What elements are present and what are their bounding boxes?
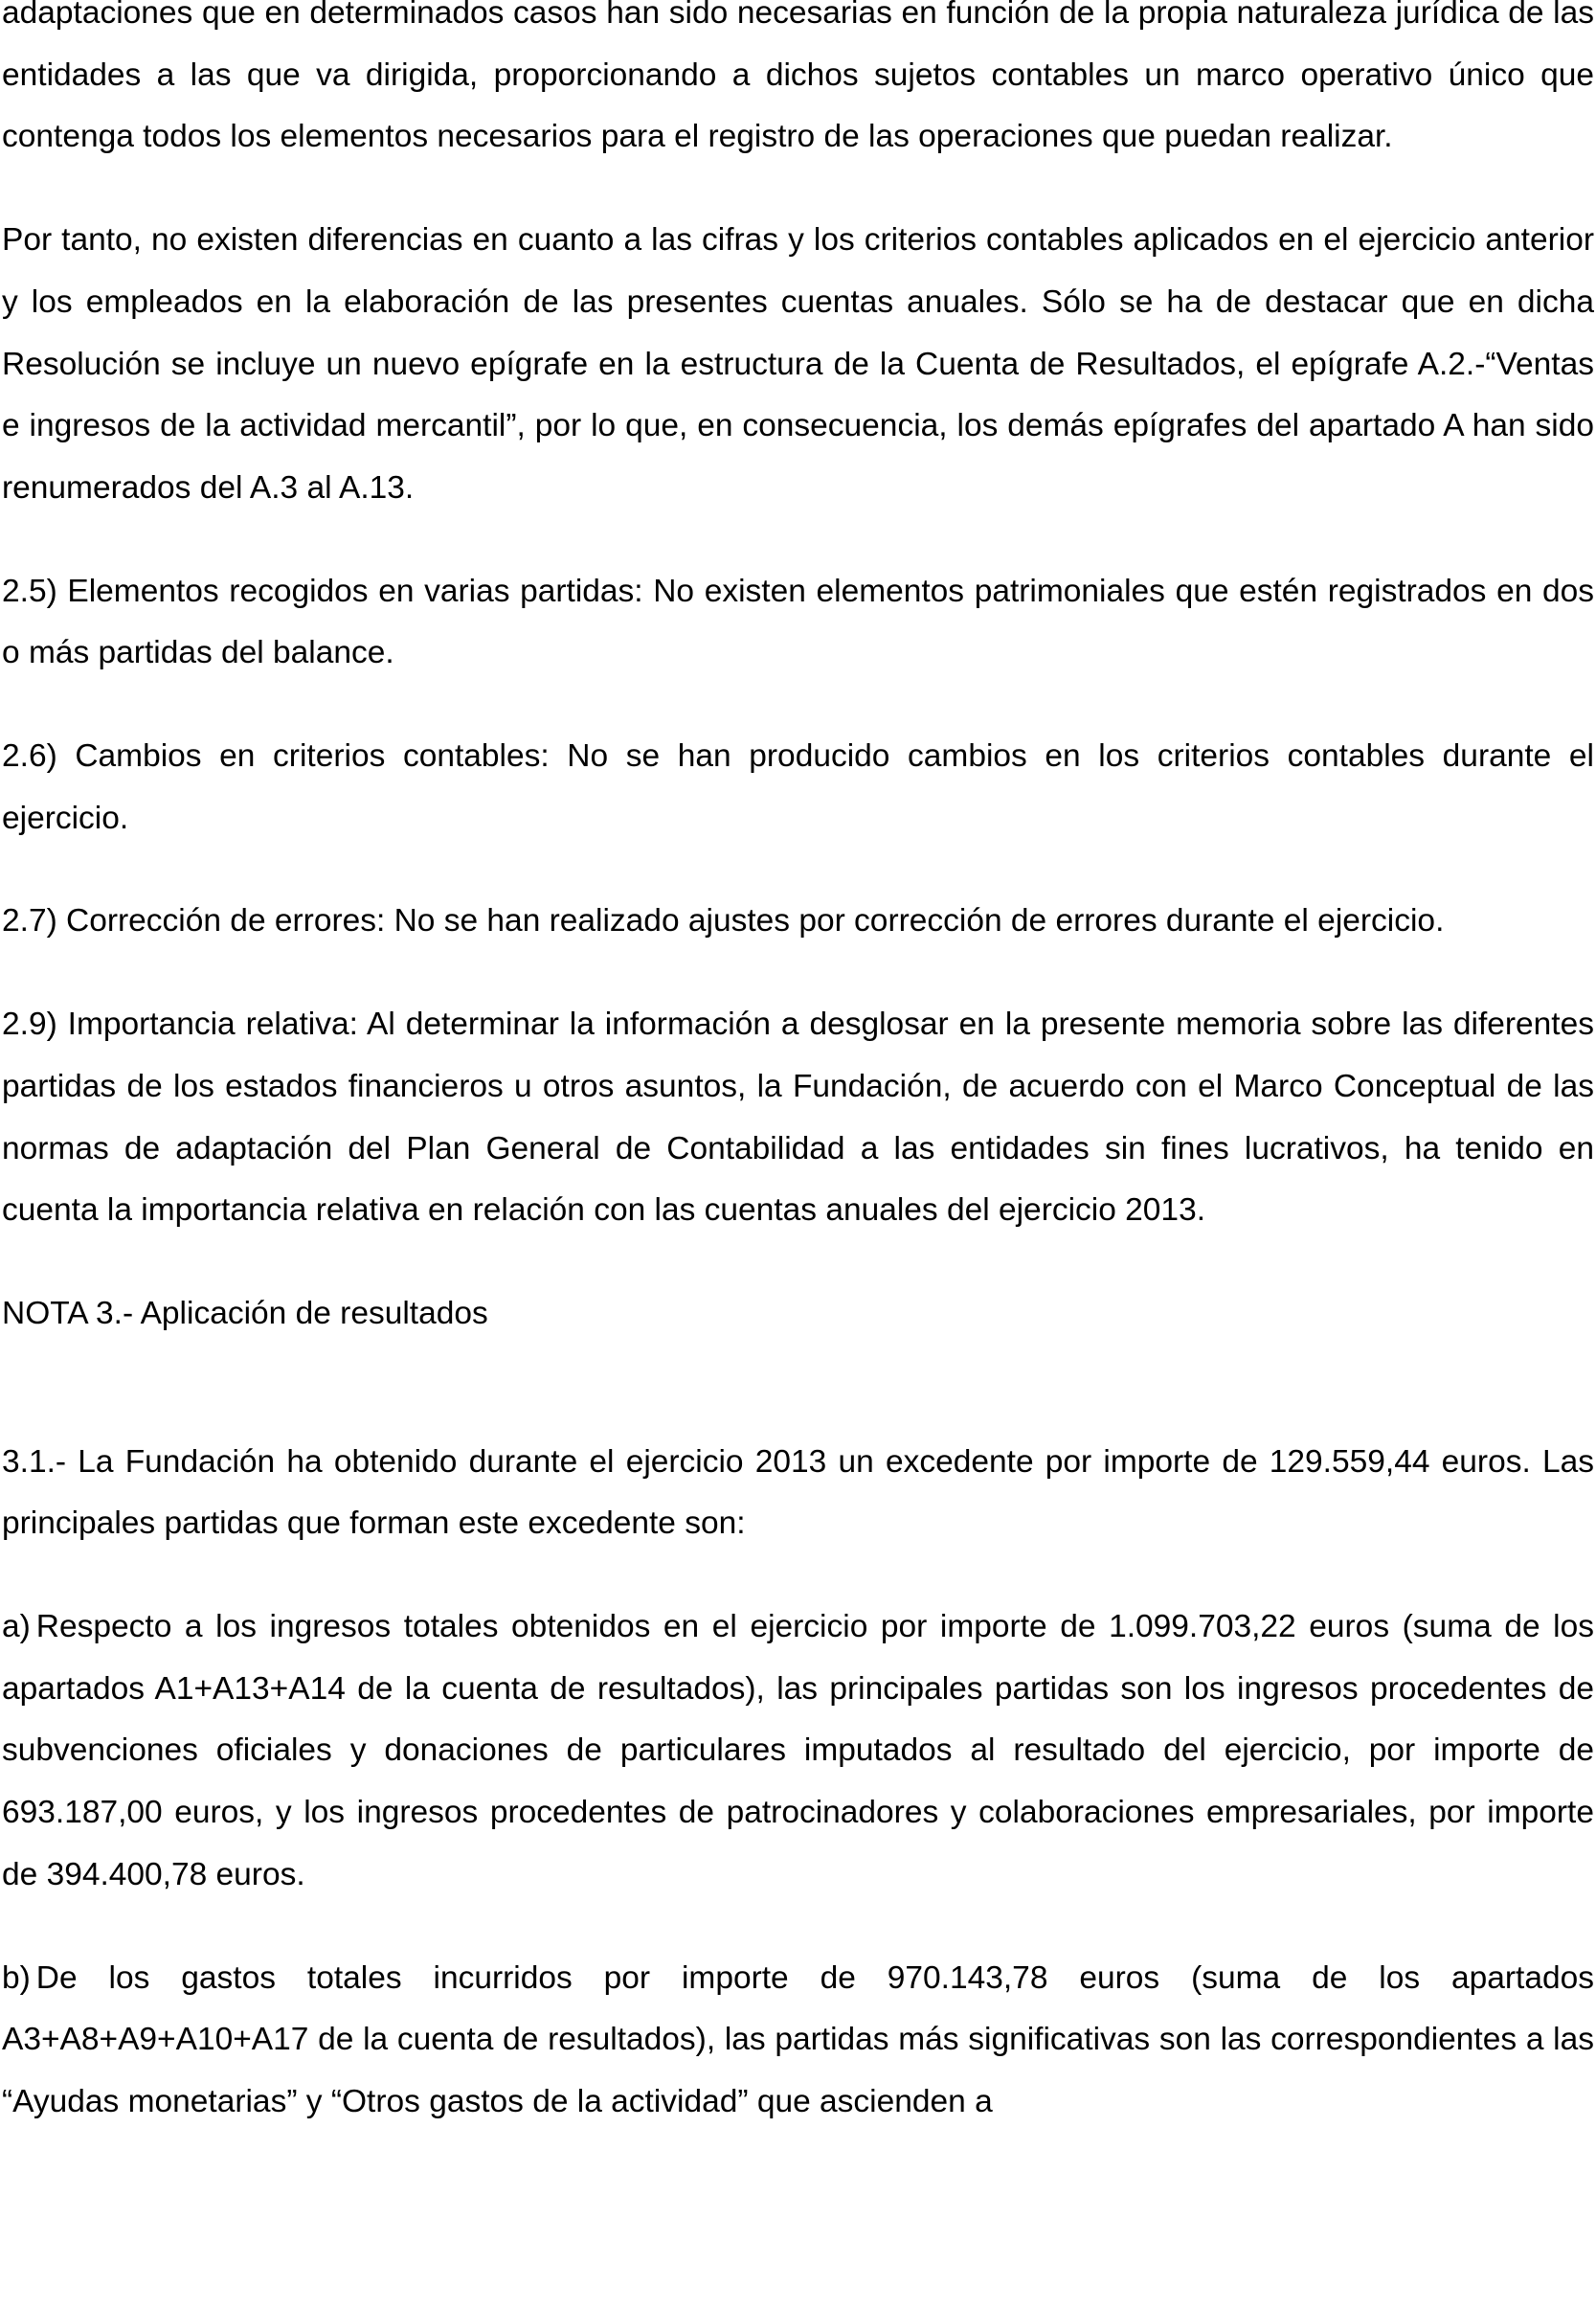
paragraph-section-3-1: 3.1.- La Fundación ha obtenido durante el ejercicio 2013 un excedente por importe de 129.559,44 euros. Las principales partidas que forman este excedente son: [2,1443,1594,1542]
paragraph-section-2-6: 2.6) Cambios en criterios contables: No se han producido cambios en los criterios contables durante el ejercicio. [2,738,1594,836]
list-item-a [2,1596,1594,1907]
paragraph-section-2-9: 2.9) Importancia relativa: Al determinar la información a desglosar en la presente memoria sobre las diferentes partidas de los estados financieros u otros asuntos, la Fundación, de acuerdo con el Marco Conceptual de las normas de adaptación del Plan General de Contabilidad a las entidades sin fines lucrativos, ha tenido en cuenta la importancia relativa en relación con las cuentas anuales del ejercicio 2013. [2,1007,1594,1229]
list-item-text: Respecto a los ingresos totales obtenidos en el ejercicio por importe de 1.099.703,22 euros (suma de los apartados A1+A13+A14 de la cuenta de resultados), las principales partidas son los ingresos procedentes de subvenciones oficiales y donaciones de particulares imputados al resultado del ejercicio, por importe de 693.187,00 euros, y los ingresos procedentes de patrocinadores y colaboraciones empresariales, por importe de 394.400,78 euros. [2,1609,1594,1892]
list-item-b [2,1948,1594,2134]
paragraph-intro-continuation: adaptaciones que en determinados casos han sido necesarias en función de la propia naturaleza jurídica de las entidades a las que va dirigida, proporcionando a dichos sujetos contables un marco operativo único que contenga todos los elementos necesarios para el registro de las operaciones que puedan realizar. [2,0,1594,155]
list-item-text: De los gastos totales incurridos por importe de 970.143,78 euros (suma de los apartados A3+A8+A9+A10+A17 de la cuenta de resultados), las partidas más significativas son las correspondientes a las “Ayudas monetarias” y “Otros gastos de la actividad” que ascienden a [2,1959,1594,2119]
list-marker: b) [2,1959,31,1996]
paragraph-section-2-5: 2.5) Elementos recogidos en varias partidas: No existen elementos patrimoniales que estén registrados en dos o más partidas del balance. [2,573,1594,671]
paragraph-criteria: Por tanto, no existen diferencias en cuanto a las cifras y los criterios contables aplicados en el ejercicio anterior y los empleados en la elaboración de las presentes cuentas anuales. Sólo se ha de destacar que en dicha Resolución se incluye un nuevo epígrafe en la estructura de la Cuenta de Resultados, el epígrafe A.2.-“Ventas e ingresos de la actividad mercantil”, por lo que, en consecuencia, los demás epígrafes del apartado A han sido renumerados del A.3 al A.13. [2,222,1594,506]
paragraph-section-2-7: 2.7) Corrección de errores: No se han realizado ajustes por corrección de errores durante el ejercicio. [2,903,1445,939]
document-page [2,0,1594,2175]
list-marker: a) [2,1609,31,1645]
section-heading-nota-3: NOTA 3.- Aplicación de resultados [2,1295,488,1331]
